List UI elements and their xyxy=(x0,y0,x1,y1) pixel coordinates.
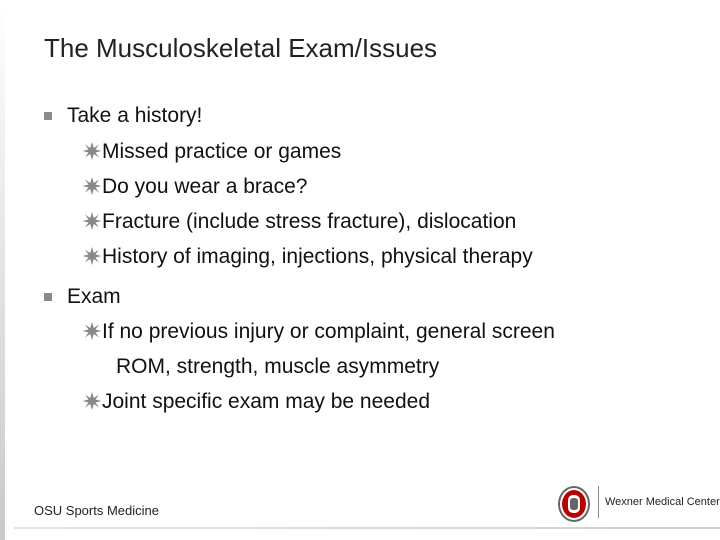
starburst-bullet-icon xyxy=(82,176,102,196)
footer-medical-center: Wexner Medical Center xyxy=(605,496,720,508)
section-heading: Exam xyxy=(67,285,121,308)
osu-block-o-logo-icon xyxy=(556,484,592,524)
list-item-text: If no previous injury or complaint, general screen xyxy=(102,320,555,343)
logo-divider xyxy=(598,486,599,518)
left-edge-accent xyxy=(0,0,5,540)
footer-department: OSU Sports Medicine xyxy=(34,503,159,518)
starburst-bullet-icon xyxy=(82,246,102,266)
list-item-text: Missed practice or games xyxy=(102,140,342,163)
list-item-text: History of imaging, injections, physical therapy xyxy=(102,245,533,268)
section-heading: Take a history! xyxy=(67,104,203,127)
list-item-text: Do you wear a brace? xyxy=(102,175,308,198)
list-item xyxy=(82,245,533,269)
list-item-text: Joint specific exam may be needed xyxy=(102,390,431,413)
list-item-continuation: ROM, strength, muscle asymmetry xyxy=(116,355,440,378)
starburst-bullet-icon xyxy=(82,211,102,231)
section-bullet-exam xyxy=(44,285,121,309)
footer-rule xyxy=(14,527,720,529)
starburst-bullet-icon xyxy=(82,141,102,161)
list-item xyxy=(82,320,555,344)
list-item-text: Fracture (include stress fracture), dislocation xyxy=(102,210,517,233)
list-item xyxy=(82,210,516,234)
starburst-bullet-icon xyxy=(82,391,102,411)
list-item xyxy=(82,390,430,414)
section-bullet-history xyxy=(44,104,202,128)
list-item xyxy=(82,175,307,199)
list-item xyxy=(82,140,341,164)
square-bullet-icon xyxy=(44,293,52,301)
slide-title: The Musculoskeletal Exam/Issues xyxy=(44,33,438,63)
square-bullet-icon xyxy=(44,112,52,120)
starburst-bullet-icon xyxy=(82,321,102,341)
